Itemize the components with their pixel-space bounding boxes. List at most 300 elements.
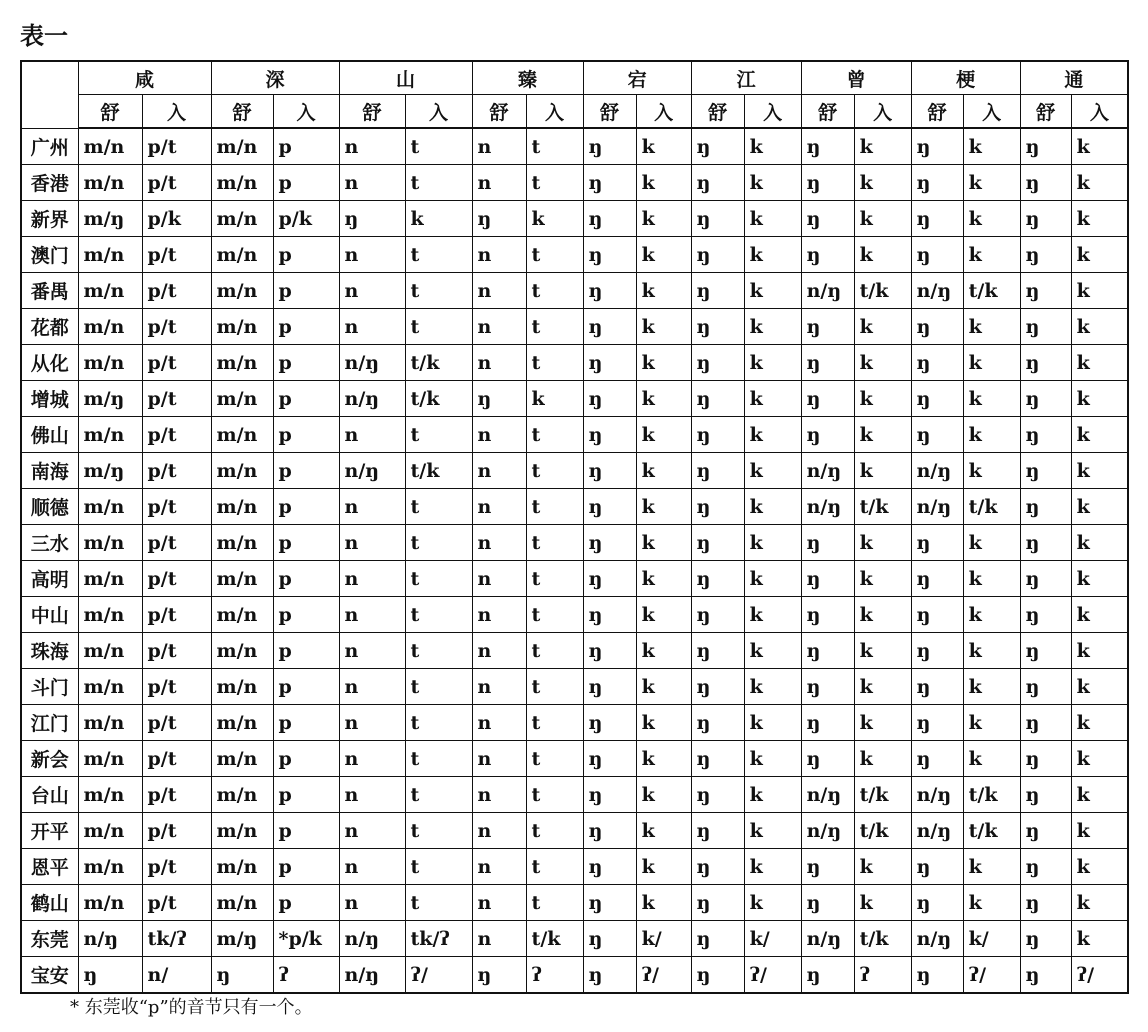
coda-cell: ŋ bbox=[691, 237, 744, 273]
coda-cell: ŋ bbox=[801, 741, 854, 777]
coda-cell: ŋ bbox=[911, 525, 963, 561]
coda-cell: k bbox=[854, 633, 911, 669]
sub-header-ru: 入 bbox=[854, 95, 911, 129]
coda-cell: m/n bbox=[78, 489, 142, 525]
coda-cell: m/n bbox=[78, 273, 142, 309]
coda-cell: ʔ/ bbox=[636, 957, 691, 994]
coda-cell: ŋ bbox=[1020, 921, 1071, 957]
dialect-name: 佛山 bbox=[21, 417, 78, 453]
table-row bbox=[21, 633, 1128, 669]
coda-cell: m/n bbox=[78, 165, 142, 201]
coda-cell: k bbox=[1071, 633, 1128, 669]
coda-cell: k bbox=[854, 849, 911, 885]
coda-cell: k bbox=[744, 633, 801, 669]
dialect-name: 斗门 bbox=[21, 669, 78, 705]
table-row bbox=[21, 669, 1128, 705]
dialect-name: 南海 bbox=[21, 453, 78, 489]
coda-cell: ŋ bbox=[583, 813, 636, 849]
coda-cell: k bbox=[636, 489, 691, 525]
coda-cell: k bbox=[744, 813, 801, 849]
coda-cell: k bbox=[744, 489, 801, 525]
coda-cell: p/t bbox=[142, 705, 211, 741]
coda-cell: ŋ bbox=[583, 128, 636, 165]
coda-cell: ŋ bbox=[583, 777, 636, 813]
coda-cell: k bbox=[1071, 813, 1128, 849]
coda-cell: m/ŋ bbox=[78, 201, 142, 237]
coda-cell: p/t bbox=[142, 561, 211, 597]
coda-cell: k bbox=[963, 237, 1020, 273]
coda-cell: ŋ bbox=[583, 453, 636, 489]
coda-cell: t bbox=[405, 885, 472, 921]
coda-cell: k bbox=[854, 669, 911, 705]
coda-cell: n/ŋ bbox=[911, 777, 963, 813]
coda-cell: p/t bbox=[142, 273, 211, 309]
coda-cell: k bbox=[636, 309, 691, 345]
coda-cell: k bbox=[1071, 237, 1128, 273]
coda-cell: p/t bbox=[142, 345, 211, 381]
coda-cell: t/k bbox=[854, 273, 911, 309]
coda-cell: ŋ bbox=[1020, 597, 1071, 633]
coda-cell: ŋ bbox=[691, 453, 744, 489]
coda-table-container bbox=[20, 60, 1129, 994]
coda-cell: k bbox=[526, 381, 583, 417]
coda-cell: k bbox=[744, 705, 801, 741]
sub-header-shu: 舒 bbox=[339, 95, 405, 129]
coda-cell: n bbox=[472, 309, 526, 345]
coda-cell: k bbox=[1071, 417, 1128, 453]
coda-cell: ŋ bbox=[583, 705, 636, 741]
coda-cell: m/n bbox=[78, 777, 142, 813]
coda-cell: k bbox=[963, 417, 1020, 453]
coda-cell: k bbox=[636, 849, 691, 885]
table-row bbox=[21, 921, 1128, 957]
coda-cell: k bbox=[1071, 273, 1128, 309]
coda-cell: n bbox=[339, 777, 405, 813]
table-row bbox=[21, 381, 1128, 417]
coda-cell: t/k bbox=[963, 777, 1020, 813]
coda-cell: n bbox=[472, 633, 526, 669]
coda-cell: p bbox=[273, 705, 339, 741]
coda-cell: k bbox=[744, 669, 801, 705]
coda-cell: ŋ bbox=[911, 128, 963, 165]
coda-cell: ŋ bbox=[801, 165, 854, 201]
coda-cell: t/k bbox=[526, 921, 583, 957]
coda-cell: ŋ bbox=[472, 381, 526, 417]
coda-cell: ŋ bbox=[583, 201, 636, 237]
coda-cell: k bbox=[744, 741, 801, 777]
coda-cell: p/t bbox=[142, 633, 211, 669]
coda-cell: ŋ bbox=[1020, 633, 1071, 669]
coda-cell: n bbox=[472, 525, 526, 561]
coda-cell: p/t bbox=[142, 669, 211, 705]
coda-cell: p bbox=[273, 489, 339, 525]
coda-cell: m/n bbox=[211, 849, 273, 885]
coda-cell: k bbox=[1071, 128, 1128, 165]
coda-cell: n bbox=[472, 849, 526, 885]
corner-cell bbox=[21, 61, 78, 128]
table-row bbox=[21, 741, 1128, 777]
coda-cell: n bbox=[339, 705, 405, 741]
coda-cell: p bbox=[273, 849, 339, 885]
coda-cell: t bbox=[526, 165, 583, 201]
coda-cell: n bbox=[339, 669, 405, 705]
sub-header-ru: 入 bbox=[273, 95, 339, 129]
coda-cell: n/ŋ bbox=[801, 921, 854, 957]
coda-cell: ŋ bbox=[911, 633, 963, 669]
coda-cell: p/t bbox=[142, 417, 211, 453]
coda-cell: p/t bbox=[142, 849, 211, 885]
coda-cell: ŋ bbox=[801, 381, 854, 417]
coda-cell: ŋ bbox=[911, 885, 963, 921]
coda-cell: k bbox=[854, 561, 911, 597]
coda-cell: m/n bbox=[211, 345, 273, 381]
coda-cell: k bbox=[1071, 345, 1128, 381]
coda-cell: k bbox=[636, 705, 691, 741]
sub-header-shu: 舒 bbox=[78, 95, 142, 129]
coda-cell: k bbox=[963, 453, 1020, 489]
coda-cell: t/k bbox=[854, 813, 911, 849]
coda-cell: k bbox=[854, 237, 911, 273]
coda-cell: k bbox=[744, 417, 801, 453]
dialect-name: 从化 bbox=[21, 345, 78, 381]
coda-cell: p/t bbox=[142, 165, 211, 201]
coda-cell: k/ bbox=[963, 921, 1020, 957]
coda-cell: k bbox=[405, 201, 472, 237]
coda-cell: m/ŋ bbox=[78, 381, 142, 417]
coda-cell: n bbox=[339, 128, 405, 165]
coda-cell: k bbox=[744, 525, 801, 561]
coda-cell: k bbox=[636, 273, 691, 309]
coda-cell: k bbox=[636, 741, 691, 777]
coda-cell: ŋ bbox=[911, 381, 963, 417]
table-row bbox=[21, 345, 1128, 381]
coda-cell: k bbox=[636, 813, 691, 849]
coda-cell: ŋ bbox=[583, 381, 636, 417]
table-row bbox=[21, 957, 1128, 994]
coda-cell: t bbox=[526, 669, 583, 705]
coda-cell: ŋ bbox=[583, 597, 636, 633]
coda-cell: ŋ bbox=[911, 561, 963, 597]
coda-cell: p bbox=[273, 669, 339, 705]
table-row bbox=[21, 885, 1128, 921]
coda-cell: n/ bbox=[142, 957, 211, 994]
coda-cell: ŋ bbox=[801, 705, 854, 741]
coda-cell: m/n bbox=[78, 741, 142, 777]
coda-cell: ŋ bbox=[583, 669, 636, 705]
coda-cell: ʔ/ bbox=[744, 957, 801, 994]
coda-cell: ŋ bbox=[911, 597, 963, 633]
coda-cell: ŋ bbox=[911, 165, 963, 201]
coda-cell: ŋ bbox=[691, 777, 744, 813]
coda-cell: p bbox=[273, 309, 339, 345]
coda-cell: k bbox=[636, 237, 691, 273]
coda-cell: ŋ bbox=[691, 525, 744, 561]
coda-cell: n bbox=[339, 417, 405, 453]
coda-cell: m/n bbox=[211, 237, 273, 273]
coda-cell: n bbox=[472, 669, 526, 705]
coda-cell: k bbox=[1071, 777, 1128, 813]
coda-cell: ŋ bbox=[691, 597, 744, 633]
coda-cell: n bbox=[472, 921, 526, 957]
coda-cell: p/t bbox=[142, 597, 211, 633]
sub-header-ru: 入 bbox=[636, 95, 691, 129]
coda-cell: ŋ bbox=[1020, 417, 1071, 453]
coda-cell: ŋ bbox=[583, 345, 636, 381]
dialect-name: 增城 bbox=[21, 381, 78, 417]
dialect-name: 广州 bbox=[21, 128, 78, 165]
coda-cell: ʔ/ bbox=[405, 957, 472, 994]
coda-cell: ŋ bbox=[583, 525, 636, 561]
coda-cell: k bbox=[744, 309, 801, 345]
coda-cell: k bbox=[963, 309, 1020, 345]
sub-header-shu: 舒 bbox=[911, 95, 963, 129]
coda-cell: k bbox=[744, 237, 801, 273]
table-row bbox=[21, 561, 1128, 597]
coda-cell: ŋ bbox=[911, 345, 963, 381]
dialect-name: 东莞 bbox=[21, 921, 78, 957]
table-row bbox=[21, 417, 1128, 453]
table-row bbox=[21, 309, 1128, 345]
coda-cell: ŋ bbox=[1020, 813, 1071, 849]
coda-cell: t/k bbox=[405, 453, 472, 489]
coda-cell: t bbox=[405, 597, 472, 633]
coda-cell: k bbox=[636, 165, 691, 201]
group-header: 深 bbox=[211, 61, 339, 95]
coda-cell: *p/k bbox=[273, 921, 339, 957]
coda-cell: k bbox=[963, 381, 1020, 417]
coda-cell: ŋ bbox=[1020, 453, 1071, 489]
coda-cell: k bbox=[744, 345, 801, 381]
dialect-name: 番禺 bbox=[21, 273, 78, 309]
coda-cell: ŋ bbox=[78, 957, 142, 994]
table-row bbox=[21, 128, 1128, 165]
sub-header-shu: 舒 bbox=[801, 95, 854, 129]
coda-cell: m/n bbox=[78, 561, 142, 597]
coda-cell: t/k bbox=[854, 777, 911, 813]
coda-cell: n/ŋ bbox=[339, 381, 405, 417]
coda-cell: ŋ bbox=[1020, 381, 1071, 417]
coda-cell: t bbox=[526, 128, 583, 165]
coda-cell: m/n bbox=[211, 273, 273, 309]
coda-cell: n/ŋ bbox=[911, 273, 963, 309]
coda-cell: k bbox=[636, 417, 691, 453]
coda-cell: p/t bbox=[142, 453, 211, 489]
coda-cell: ŋ bbox=[691, 849, 744, 885]
coda-cell: m/n bbox=[211, 489, 273, 525]
coda-cell: n bbox=[339, 597, 405, 633]
coda-cell: p bbox=[273, 165, 339, 201]
coda-cell: k bbox=[854, 165, 911, 201]
coda-cell: p bbox=[273, 128, 339, 165]
coda-cell: p/t bbox=[142, 741, 211, 777]
coda-cell: t bbox=[526, 489, 583, 525]
coda-cell: m/n bbox=[211, 309, 273, 345]
coda-cell: p bbox=[273, 885, 339, 921]
group-header: 咸 bbox=[78, 61, 211, 95]
coda-cell: p bbox=[273, 813, 339, 849]
coda-cell: t bbox=[405, 777, 472, 813]
coda-cell: p/t bbox=[142, 885, 211, 921]
coda-cell: m/n bbox=[211, 381, 273, 417]
coda-cell: n bbox=[472, 273, 526, 309]
coda-cell: ŋ bbox=[583, 417, 636, 453]
coda-cell: n/ŋ bbox=[339, 957, 405, 994]
coda-cell: ŋ bbox=[691, 633, 744, 669]
coda-cell: k bbox=[854, 381, 911, 417]
coda-cell: n/ŋ bbox=[801, 453, 854, 489]
coda-cell: t bbox=[405, 813, 472, 849]
coda-cell: ŋ bbox=[911, 669, 963, 705]
coda-cell: tk/ʔ bbox=[405, 921, 472, 957]
coda-cell: k bbox=[1071, 525, 1128, 561]
coda-cell: ŋ bbox=[911, 237, 963, 273]
coda-cell: p bbox=[273, 741, 339, 777]
coda-cell: k bbox=[1071, 453, 1128, 489]
coda-cell: k bbox=[963, 633, 1020, 669]
coda-cell: ŋ bbox=[911, 849, 963, 885]
group-header: 梗 bbox=[911, 61, 1020, 95]
dialect-name: 开平 bbox=[21, 813, 78, 849]
coda-cell: t bbox=[405, 165, 472, 201]
coda-cell: ŋ bbox=[1020, 705, 1071, 741]
coda-cell: ŋ bbox=[583, 633, 636, 669]
coda-cell: ŋ bbox=[691, 381, 744, 417]
sub-header-ru: 入 bbox=[526, 95, 583, 129]
dialect-name: 高明 bbox=[21, 561, 78, 597]
table-row bbox=[21, 453, 1128, 489]
coda-cell: k bbox=[963, 849, 1020, 885]
coda-cell: n bbox=[472, 597, 526, 633]
table-row bbox=[21, 849, 1128, 885]
coda-cell: ŋ bbox=[801, 417, 854, 453]
coda-cell: m/n bbox=[211, 525, 273, 561]
group-header: 山 bbox=[339, 61, 472, 95]
coda-cell: n bbox=[472, 128, 526, 165]
coda-cell: n bbox=[472, 453, 526, 489]
coda-cell: ŋ bbox=[691, 561, 744, 597]
coda-cell: ŋ bbox=[801, 345, 854, 381]
sub-header-shu: 舒 bbox=[472, 95, 526, 129]
coda-cell: n bbox=[339, 741, 405, 777]
coda-cell: p bbox=[273, 417, 339, 453]
coda-cell: p bbox=[273, 453, 339, 489]
coda-cell: p/t bbox=[142, 309, 211, 345]
coda-cell: k bbox=[1071, 741, 1128, 777]
coda-cell: t bbox=[526, 885, 583, 921]
coda-cell: k bbox=[744, 273, 801, 309]
coda-cell: ŋ bbox=[583, 273, 636, 309]
coda-cell: t bbox=[526, 525, 583, 561]
coda-cell: ŋ bbox=[691, 705, 744, 741]
coda-cell: ŋ bbox=[1020, 849, 1071, 885]
coda-cell: p/t bbox=[142, 489, 211, 525]
coda-cell: ŋ bbox=[691, 921, 744, 957]
coda-cell: m/n bbox=[78, 705, 142, 741]
coda-cell: n/ŋ bbox=[801, 489, 854, 525]
coda-cell: t bbox=[526, 813, 583, 849]
coda-cell: n bbox=[472, 237, 526, 273]
coda-cell: ŋ bbox=[1020, 885, 1071, 921]
dialect-name: 花都 bbox=[21, 309, 78, 345]
table-row bbox=[21, 777, 1128, 813]
coda-cell: p/t bbox=[142, 128, 211, 165]
dialect-name: 顺德 bbox=[21, 489, 78, 525]
coda-cell: t bbox=[405, 669, 472, 705]
coda-cell: p/t bbox=[142, 777, 211, 813]
coda-cell: m/n bbox=[78, 128, 142, 165]
coda-cell: ŋ bbox=[801, 128, 854, 165]
sub-header-shu: 舒 bbox=[691, 95, 744, 129]
coda-cell: m/n bbox=[211, 128, 273, 165]
coda-cell: n bbox=[339, 237, 405, 273]
coda-cell: k bbox=[963, 885, 1020, 921]
coda-cell: n bbox=[339, 165, 405, 201]
coda-cell: k bbox=[1071, 597, 1128, 633]
coda-cell: ʔ bbox=[854, 957, 911, 994]
table-row bbox=[21, 489, 1128, 525]
coda-cell: k bbox=[636, 201, 691, 237]
coda-cell: n bbox=[339, 525, 405, 561]
coda-cell: k bbox=[854, 525, 911, 561]
coda-cell: ŋ bbox=[911, 741, 963, 777]
coda-cell: k bbox=[963, 201, 1020, 237]
coda-cell: p bbox=[273, 597, 339, 633]
coda-cell: m/n bbox=[78, 669, 142, 705]
coda-cell: t bbox=[405, 633, 472, 669]
coda-cell: k bbox=[963, 669, 1020, 705]
coda-cell: k bbox=[636, 381, 691, 417]
coda-cell: k bbox=[636, 525, 691, 561]
coda-cell: ŋ bbox=[1020, 237, 1071, 273]
coda-cell: k/ bbox=[744, 921, 801, 957]
coda-cell: p/t bbox=[142, 237, 211, 273]
coda-cell: t bbox=[405, 849, 472, 885]
coda-cell: m/n bbox=[211, 453, 273, 489]
coda-cell: ŋ bbox=[911, 957, 963, 994]
coda-cell: p/t bbox=[142, 813, 211, 849]
coda-cell: m/n bbox=[78, 345, 142, 381]
coda-cell: ŋ bbox=[1020, 489, 1071, 525]
coda-cell: m/n bbox=[78, 597, 142, 633]
coda-cell: k bbox=[744, 561, 801, 597]
group-header: 江 bbox=[691, 61, 801, 95]
table-title: 表一 bbox=[20, 21, 68, 50]
group-header: 通 bbox=[1020, 61, 1128, 95]
coda-cell: ŋ bbox=[911, 705, 963, 741]
dialect-name: 香港 bbox=[21, 165, 78, 201]
coda-cell: k bbox=[744, 453, 801, 489]
coda-cell: n bbox=[472, 561, 526, 597]
coda-cell: k bbox=[744, 849, 801, 885]
coda-cell: ŋ bbox=[801, 561, 854, 597]
coda-cell: k bbox=[744, 381, 801, 417]
coda-cell: k bbox=[744, 128, 801, 165]
coda-cell: k bbox=[636, 345, 691, 381]
coda-cell: ŋ bbox=[583, 885, 636, 921]
coda-cell: ŋ bbox=[691, 165, 744, 201]
coda-cell: n bbox=[339, 633, 405, 669]
coda-cell: ŋ bbox=[472, 957, 526, 994]
coda-cell: ŋ bbox=[691, 273, 744, 309]
coda-cell: k bbox=[1071, 381, 1128, 417]
coda-cell: t bbox=[405, 561, 472, 597]
coda-cell: ŋ bbox=[583, 237, 636, 273]
coda-cell: t/k bbox=[963, 273, 1020, 309]
coda-cell: k bbox=[854, 417, 911, 453]
coda-cell: m/n bbox=[78, 633, 142, 669]
coda-cell: t/k bbox=[963, 813, 1020, 849]
coda-cell: p bbox=[273, 237, 339, 273]
